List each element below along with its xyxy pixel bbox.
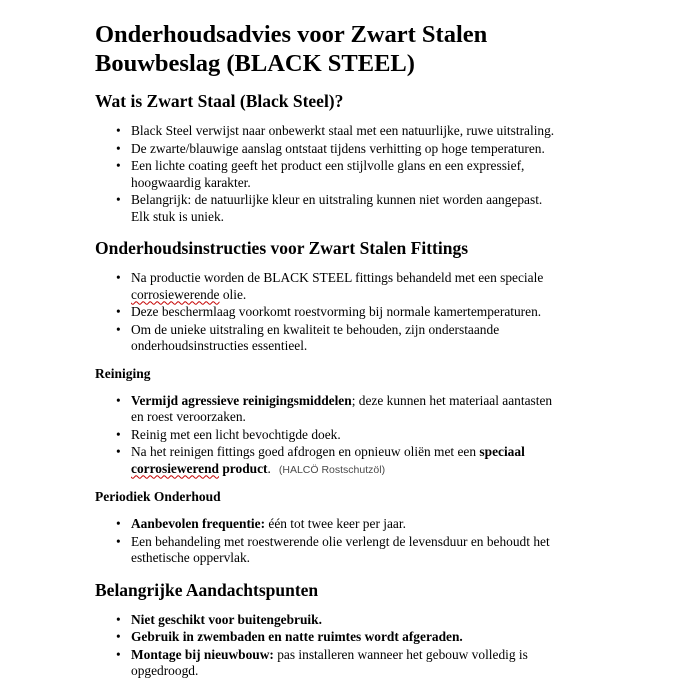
list-item-text: Om de unieke uitstraling en kwaliteit te behouden, zijn onderstaande onderhoudsinstructies essentieel.: [131, 321, 500, 353]
list-item-text: Black Steel verwijst naar onbewerkt staal met een natuurlijke, ruwe uitstraling.: [131, 123, 555, 138]
list-item-text: Reinig met een licht bevochtigde doek.: [131, 426, 341, 442]
section-heading-onderhoudsinstructies: Onderhoudsinstructies voor Zwart Stalen Fittings: [95, 238, 469, 258]
list-item: [95, 141, 562, 158]
spellcheck-underlined-word: corrosiewerende: [131, 286, 220, 302]
list-item-text: Na productie worden de BLACK STEEL fittings behandeld met een speciale: [131, 270, 544, 285]
list-item: [95, 322, 562, 355]
list-item: [95, 534, 562, 567]
section-heading-wat-is-zwart-staal: Wat is Zwart Staal (Black Steel)?: [95, 91, 344, 111]
list-item-text: Deze beschermlaag voorkomt roestvorming bij normale kamertemperaturen.: [131, 304, 542, 319]
list-item: [95, 393, 562, 426]
list-item-text: Een behandeling met roestwerende olie verlengt de levensduur en behoudt het esthetische oppervlak.: [131, 533, 550, 565]
document-title: Onderhoudsadvies voor Zwart Stalen Bouwbeslag (BLACK STEEL): [95, 21, 488, 77]
bold-text: Gebruik in zwembaden en natte ruimtes wordt afgeraden.: [131, 629, 463, 644]
list-item-text: olie.: [219, 286, 247, 302]
bold-text: Niet geschikt voor buitengebruik.: [131, 611, 322, 627]
list-item-text: Na het reinigen fittings goed afdrogen en opnieuw oliën met een: [131, 444, 480, 459]
list-item-text: .: [267, 460, 271, 476]
bullet-list-reiniging: [95, 393, 562, 479]
list-item: [95, 516, 562, 533]
list-item: [95, 427, 562, 444]
bullet-list-aandachtspunten: [95, 612, 562, 680]
bold-text: Montage bij nieuwbouw:: [131, 646, 274, 662]
bold-text: Aanbevolen frequentie:: [131, 516, 266, 531]
list-item-text: Belangrijk: de natuurlijke kleur en uitstraling kunnen niet worden aangepast. Elk stuk is uniek.: [131, 192, 543, 224]
list-item: [95, 647, 562, 680]
bullet-list-onderhoudsinstructies: [95, 270, 562, 355]
bullet-list-periodiek-onderhoud: [95, 516, 562, 567]
list-item: [95, 629, 562, 646]
section-heading-belangrijke-aandachtspunten: Belangrijke Aandachtspunten: [95, 579, 319, 600]
list-item-text: De zwarte/blauwige aanslag ontstaat tijdens verhitting op hoge temperaturen.: [131, 140, 545, 156]
list-item: [95, 158, 562, 191]
list-item-text: ; deze kunnen het materiaal aantasten en roest veroorzaken.: [131, 392, 553, 424]
list-item: [95, 270, 562, 303]
bold-text: product: [219, 460, 268, 476]
list-item: [95, 444, 562, 478]
bullet-list-zwart-staal: [95, 123, 562, 225]
list-item-text: één tot twee keer per jaar.: [265, 516, 406, 531]
list-item-text: Een lichte coating geeft het product een stijlvolle glans en een expressief, hoogwaardig karakter.: [131, 158, 525, 190]
list-item: [95, 304, 562, 321]
list-item-text: pas installeren wanneer het gebouw volledig is opgedroogd.: [131, 646, 528, 678]
list-item: [95, 192, 562, 225]
bold-text: speciaal: [479, 444, 525, 459]
spellcheck-underlined-word: corrosiewerend: [131, 460, 220, 476]
subsection-heading-reiniging: Reiniging: [95, 365, 151, 381]
subsection-heading-periodiek-onderhoud: Periodiek Onderhoud: [95, 489, 221, 504]
product-note: (HALCÖ Rostschutzöl): [278, 463, 386, 476]
bold-text: Vermijd agressieve reinigingsmiddelen: [131, 392, 352, 408]
list-item: [95, 612, 562, 629]
list-item: [95, 123, 562, 140]
